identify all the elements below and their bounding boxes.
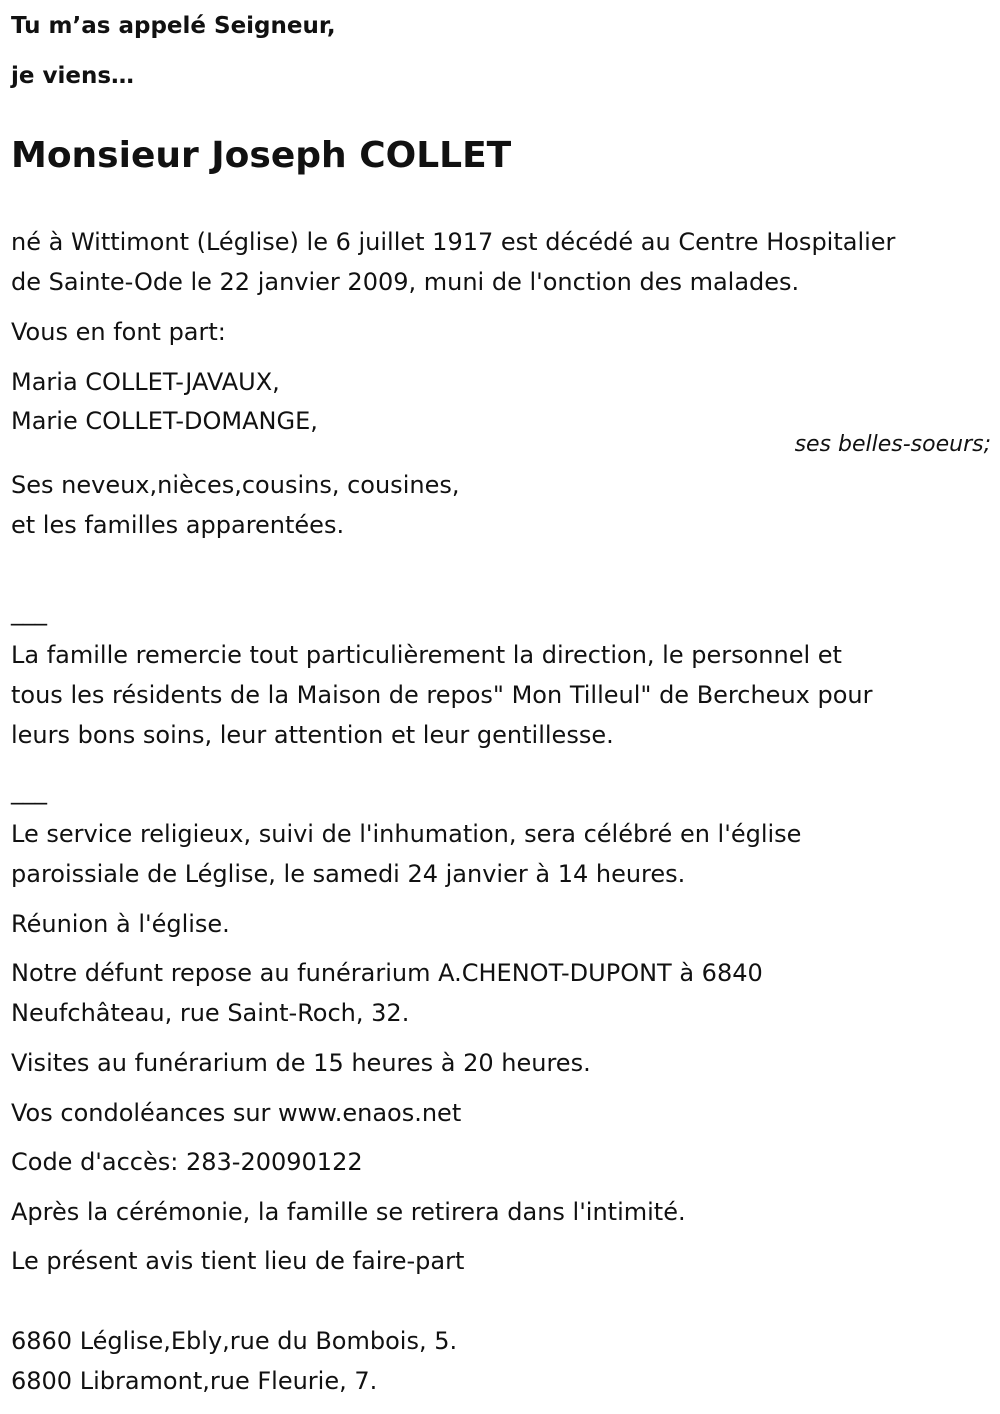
- epigraph-line-2: je viens…: [11, 63, 135, 89]
- separator-2: ___: [11, 777, 47, 805]
- family-member-2: Marie COLLET-DOMANGE,: [11, 407, 318, 435]
- thanks-line-1: La famille remercie tout particulièrement la direction, le personnel et: [11, 641, 842, 669]
- thanks-line-2: tous les résidents de la Maison de repos" Mon Tilleul" de Bercheux pour: [11, 681, 873, 709]
- family-relation: ses belles-soeurs;: [794, 432, 991, 457]
- address-line-2: 6800 Libramont,rue Fleurie, 7.: [11, 1367, 378, 1395]
- service-line-1: Le service religieux, suivi de l'inhumation, sera célébré en l'église: [11, 820, 802, 848]
- funerarium-line-1: Notre défunt repose au funérarium A.CHENOT-DUPONT à 6840: [11, 959, 763, 987]
- thanks-line-3: leurs bons soins, leur attention et leur gentillesse.: [11, 721, 614, 749]
- epigraph-line-1: Tu m’as appelé Seigneur,: [11, 13, 336, 39]
- family-others-line-1: Ses neveux,nièces,cousins, cousines,: [11, 471, 460, 499]
- access-code-text: Code d'accès: 283-20090122: [11, 1148, 363, 1176]
- family-others-line-2: et les familles apparentées.: [11, 511, 345, 539]
- separator-1: ___: [11, 598, 47, 626]
- service-line-2: paroissiale de Léglise, le samedi 24 janvier à 14 heures.: [11, 860, 686, 888]
- notice-text: Le présent avis tient lieu de faire-part: [11, 1247, 465, 1275]
- intro-text: Vous en font part:: [11, 318, 226, 346]
- family-member-1: Maria COLLET-JAVAUX,: [11, 368, 280, 396]
- announcement-line-2: de Sainte-Ode le 22 janvier 2009, muni de l'onction des malades.: [11, 268, 800, 296]
- announcement-line-1: né à Wittimont (Léglise) le 6 juillet 1917 est décédé au Centre Hospitalier: [11, 228, 896, 256]
- after-ceremony-text: Après la cérémonie, la famille se retirera dans l'intimité.: [11, 1198, 686, 1226]
- condolences-text: Vos condoléances sur www.enaos.net: [11, 1099, 462, 1127]
- meeting-text: Réunion à l'église.: [11, 910, 230, 938]
- deceased-name: Monsieur Joseph COLLET: [11, 135, 512, 176]
- funerarium-line-2: Neufchâteau, rue Saint-Roch, 32.: [11, 999, 410, 1027]
- visits-text: Visites au funérarium de 15 heures à 20 heures.: [11, 1049, 591, 1077]
- address-line-1: 6860 Léglise,Ebly,rue du Bombois, 5.: [11, 1327, 458, 1355]
